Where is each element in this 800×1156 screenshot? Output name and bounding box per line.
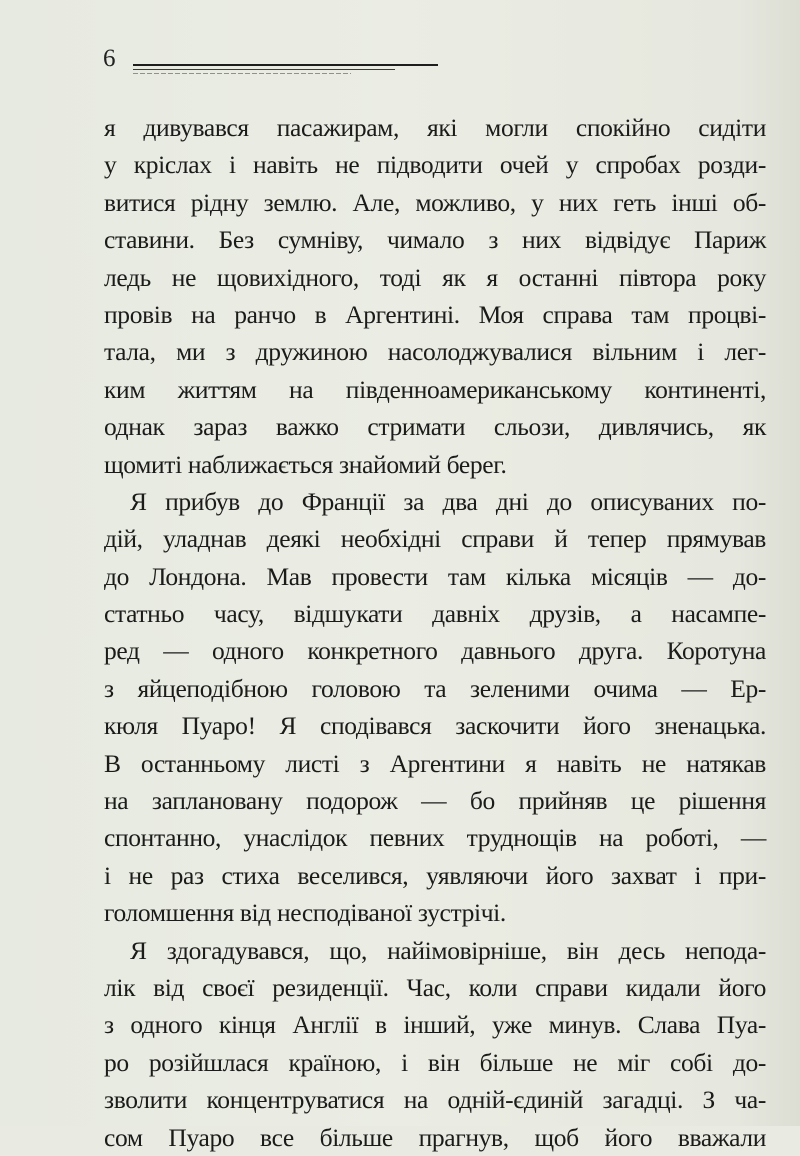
text-line: з одного кінця Англії в інший, уже минув. Слава Пуа- — [104, 1010, 766, 1040]
text-line: до Лондона. Мав провести там кілька місяців — до- — [104, 561, 766, 591]
text-line: тала, ми з дружиною насолоджувалися вільним і лег- — [104, 337, 766, 367]
text-line: статньо часу, відшукати давніх друзів, а насампе- — [104, 599, 766, 629]
paragraph — [104, 109, 766, 483]
body-text — [104, 109, 766, 1156]
text-line: ким життям на південноамериканському континенті, — [104, 374, 766, 404]
paragraph — [104, 932, 766, 1156]
text-line: у кріслах і навіть не підводити очей у спробах розди- — [104, 150, 766, 180]
text-line: сом Пуаро все більше прагнув, щоб його вважали — [104, 1122, 766, 1152]
text-line: Я здогадувався, що, найімовірніше, він десь непода- — [130, 935, 766, 965]
text-line: провів на ранчо в Аргентині. Моя справа там процві- — [104, 299, 766, 329]
text-line: Я прибув до Франції за два дні до описуваних по- — [130, 486, 766, 516]
running-head — [100, 40, 445, 80]
text-line: однак зараз важко стримати сльози, дивлячись, як — [104, 412, 766, 442]
text-line: спонтанно, унаслідок певних труднощів на роботі, — — [104, 823, 766, 853]
text-line: щомиті наближається знайомий берег. — [104, 449, 507, 479]
paragraph — [104, 483, 766, 932]
text-line: ро розійшлася країною, і він більше не міг собі до- — [104, 1047, 766, 1077]
header-rule-thick — [133, 64, 438, 66]
text-line: ставини. Без сумніву, чимало з них відвідує Париж — [104, 225, 766, 255]
text-line: на заплановану подорож — бо прийняв це рішення — [104, 786, 766, 816]
text-line: лік від своєї резиденції. Час, коли справи кидали його — [104, 972, 766, 1002]
text-line: з яйцеподібною головою та зеленими очима — Ер- — [104, 673, 766, 703]
text-line: ред — одного конкретного давнього друга. Коротуна — [104, 636, 766, 666]
text-line: і не раз стиха веселився, уявляючи його захват і при- — [104, 860, 766, 890]
text-line: зволити концентруватися на одній-єдиній загадці. З ча- — [104, 1085, 766, 1115]
text-line: ледь не щовихідного, тоді як я останні півтора року — [104, 262, 766, 292]
page-number: 6 — [103, 45, 116, 72]
text-line: голомшення від несподіваної зустрічі. — [104, 898, 506, 928]
text-line: витися рідну землю. Але, можливо, у них геть інші об- — [104, 187, 766, 217]
text-line: В останньому листі з Аргентини я навіть не натякав — [104, 748, 766, 778]
header-rule-thin — [133, 73, 351, 74]
text-line: дій, уладнав деякі необхідні справи й тепер прямував — [104, 524, 766, 554]
text-line: я дивувався пасажирам, які могли спокійно сидіти — [104, 113, 766, 142]
header-rule-medium — [133, 69, 395, 70]
text-line: кюля Пуаро! Я сподівався заскочити його зненацька. — [104, 711, 766, 741]
